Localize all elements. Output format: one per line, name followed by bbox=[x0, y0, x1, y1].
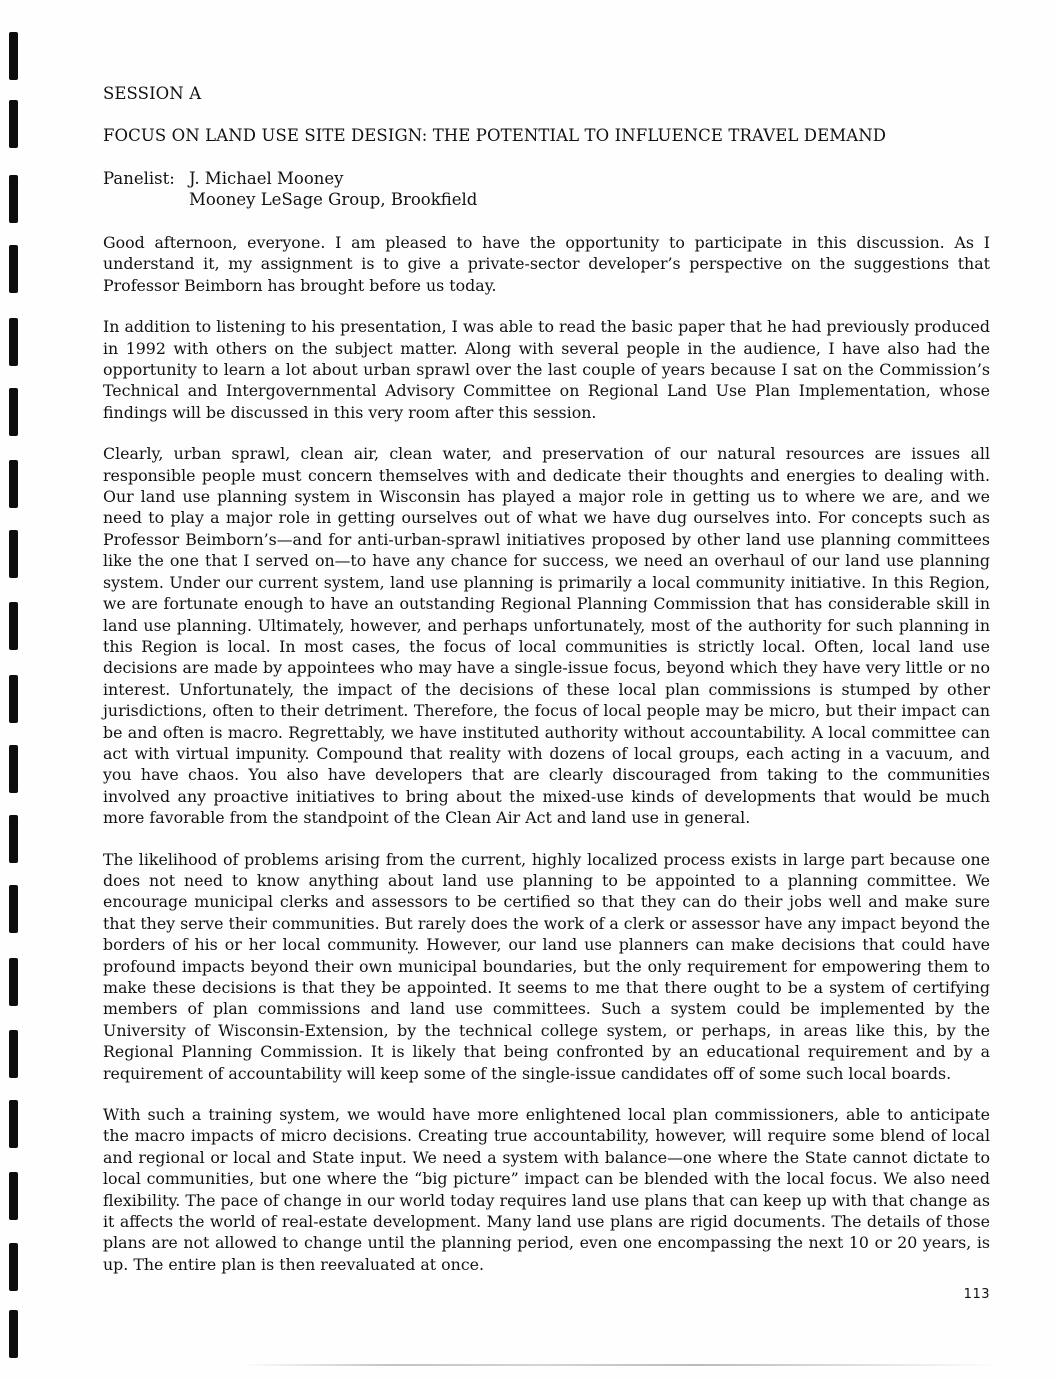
binding-mark bbox=[9, 175, 18, 223]
binding-mark bbox=[9, 958, 18, 1006]
paragraph: With such a training system, we would have more enlightened local plan commissioners, able to anticipate the macro impacts of micro decisions. Creating true accountability, however, will require some blend of local and regional or local and State input. We need a system with balance—one where the State cannot dictate to local communities, but one where the “big picture” impact can be blended with the local focus. We also need flexibility. The pace of change in our world today requires land use plans that can keep up with that change as it affects the world of real-estate development. Many land use plans are rigid documents. The details of those plans are not allowed to change until the planning period, even one encompassing the next 10 or 20 years, is up. The entire plan is then reevaluated at once. bbox=[103, 1105, 990, 1274]
binding-mark bbox=[9, 602, 18, 650]
binding-mark bbox=[9, 815, 18, 863]
panelist-block bbox=[103, 168, 990, 210]
session-title: FOCUS ON LAND USE SITE DESIGN: THE POTENTIAL TO INFLUENCE TRAVEL DEMAND bbox=[103, 126, 887, 145]
binding-mark bbox=[9, 885, 18, 933]
binding-mark bbox=[9, 1310, 18, 1358]
page-number: 113 bbox=[963, 1287, 990, 1302]
paragraph: Good afternoon, everyone. I am pleased to have the opportunity to participate in this discussion. As I understand it, my assignment is to give a private-sector developer’s perspective on the suggestions that Professor Beimborn has brought before us today. bbox=[103, 233, 990, 295]
binding-mark bbox=[9, 1100, 18, 1148]
panelist-affiliation: Mooney LeSage Group, Brookfield bbox=[189, 190, 478, 209]
paragraph: Clearly, urban sprawl, clean air, clean water, and preservation of our natural resources are issues all responsible people must concern themselves with and dedicate their thoughts and energies to dealing with. Our land use planning system in Wisconsin has played a major role in getting us to where we are, and we need to play a major role in getting ourselves out of what we have dug ourselves into. For concepts such as Professor Beimborn’s—and for anti-urban-sprawl initiatives proposed by other land use planning committees like the one that I served on—to have any chance for success, we need an overhaul of our land use planning system. Under our current system, land use planning is primarily a local community initiative. In this Region, we are fortunate enough to have an outstanding Regional Planning Commission that has considerable skill in land use planning. Ultimately, however, and perhaps unfortunately, most of the authority for such planning in this Region is local. In most cases, the focus of local communities is strictly local. Often, local land use decisions are made by appointees who may have a single-issue focus, beyond which they have very little or no interest. Unfortunately, the impact of the decisions of these local plan commissions is stumped by other jurisdictions, often to their detriment. Therefore, the focus of local people may be micro, but their impact can be and often is macro. Regrettably, we have instituted authority without accountability. A local committee can act with virtual impunity. Compound that reality with dozens of local groups, each acting in a vacuum, and you have chaos. You also have developers that are clearly discouraged from taking to the communities involved any proactive initiatives to bring about the mixed-use kinds of developments that would be much more favorable from the standpoint of the Clean Air Act and land use in general. bbox=[103, 444, 990, 828]
panelist-name: J. Michael Mooney bbox=[189, 169, 344, 188]
binding-marks bbox=[6, 0, 26, 1380]
main-content bbox=[103, 82, 990, 1295]
paragraph: In addition to listening to his presentation, I was able to read the basic paper that he had previously produced in 1992 with others on the subject matter. Along with several people in the audience, I have also had the opportunity to learn a lot about urban sprawl over the last couple of years because I sat on the Commission’s Technical and Intergovernmental Advisory Committee on Regional Land Use Plan Implementation, whose findings will be discussed in this very room after this session. bbox=[103, 317, 990, 422]
binding-mark bbox=[9, 318, 18, 366]
panelist-label: Panelist: bbox=[103, 169, 175, 188]
binding-mark bbox=[9, 100, 18, 148]
binding-mark bbox=[9, 1030, 18, 1078]
binding-mark bbox=[9, 32, 18, 80]
session-label: SESSION A bbox=[103, 84, 202, 103]
binding-mark bbox=[9, 1243, 18, 1291]
panelist-info bbox=[189, 168, 477, 210]
binding-mark bbox=[9, 1172, 18, 1220]
paragraph: The likelihood of problems arising from the current, highly localized process exists in large part because one does not need to know anything about land use planning to be appointed to a planning committee. We encourage municipal clerks and assessors to be certified so that they can do their jobs well and make sure that they serve their communities. But rarely does the work of a clerk or assessor have any impact beyond the borders of his or her local community. However, our land use planners can make decisions that could have profound impacts beyond their own municipal boundaries, but the only requirement for empowering them to make these decisions is that they be appointed. It seems to me that there ought to be a system of certifying members of plan commissions and land use committees. Such a system could be implemented by the University of Wisconsin-Extension, by the technical college system, or perhaps, in areas like this, by the Regional Planning Commission. It is likely that being confronted by an educational requirement and by a requirement of accountability will keep some of the single-issue candidates off of some such local boards. bbox=[103, 849, 990, 1083]
binding-mark bbox=[9, 530, 18, 578]
binding-mark bbox=[9, 460, 18, 508]
binding-mark bbox=[9, 675, 18, 723]
binding-mark bbox=[9, 745, 18, 793]
binding-mark bbox=[9, 245, 18, 293]
binding-mark bbox=[9, 388, 18, 436]
scan-edge-line bbox=[240, 1364, 1000, 1366]
